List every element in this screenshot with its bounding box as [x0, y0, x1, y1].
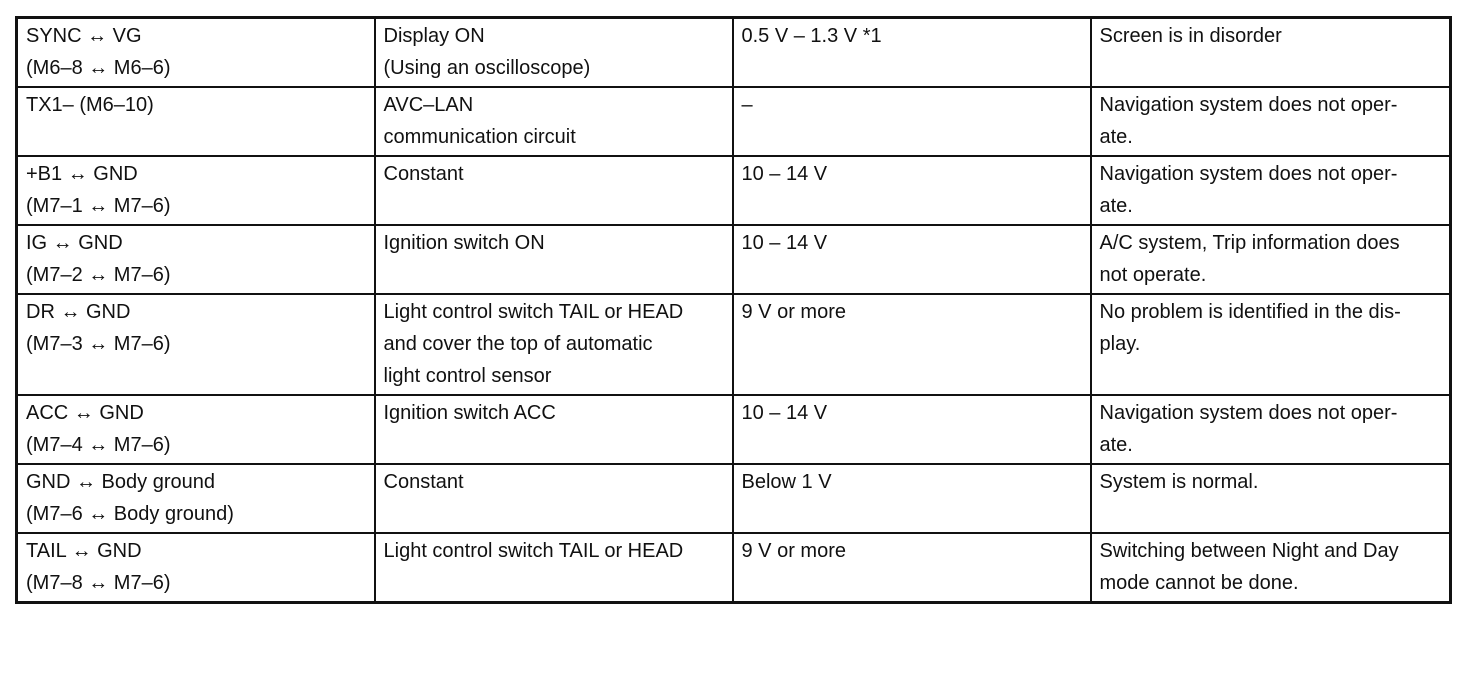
- symptom-cell: No problem is identified in the dis- play.: [1091, 294, 1451, 395]
- condition-cell: Light control switch TAIL or HEAD: [375, 533, 733, 603]
- specified-condition-cell: 10 – 14 V: [733, 395, 1091, 464]
- terminal-cell: +B1 ↔ GND (M7–1 ↔ M7–6): [17, 156, 375, 225]
- specified-condition-cell: 10 – 14 V: [733, 156, 1091, 225]
- condition-cell: Ignition switch ACC: [375, 395, 733, 464]
- table-row: [17, 464, 1451, 533]
- specified-condition-cell: 0.5 V – 1.3 V *1: [733, 18, 1091, 88]
- table-row: [17, 225, 1451, 294]
- table-row: [17, 156, 1451, 225]
- table-row: [17, 294, 1451, 395]
- terminal-cell: SYNC ↔ VG (M6–8 ↔ M6–6): [17, 18, 375, 88]
- terminal-cell: GND ↔ Body ground (M7–6 ↔ Body ground): [17, 464, 375, 533]
- table-row: [17, 18, 1451, 88]
- symptom-cell: Navigation system does not oper- ate.: [1091, 395, 1451, 464]
- terminal-cell: IG ↔ GND (M7–2 ↔ M7–6): [17, 225, 375, 294]
- condition-cell: Display ON (Using an oscilloscope): [375, 18, 733, 88]
- terminal-spec-table: [15, 16, 1452, 604]
- symptom-cell: Screen is in disorder: [1091, 18, 1451, 88]
- terminal-cell: TX1– (M6–10): [17, 87, 375, 156]
- symptom-cell: System is normal.: [1091, 464, 1451, 533]
- condition-cell: Constant: [375, 464, 733, 533]
- table-row: [17, 87, 1451, 156]
- table-row: [17, 533, 1451, 603]
- symptom-cell: Navigation system does not oper- ate.: [1091, 87, 1451, 156]
- condition-cell: Ignition switch ON: [375, 225, 733, 294]
- specified-condition-cell: –: [733, 87, 1091, 156]
- terminal-cell: DR ↔ GND (M7–3 ↔ M7–6): [17, 294, 375, 395]
- condition-cell: Light control switch TAIL or HEAD and cover the top of automatic light control sensor: [375, 294, 733, 395]
- terminal-cell: ACC ↔ GND (M7–4 ↔ M7–6): [17, 395, 375, 464]
- terminal-cell: TAIL ↔ GND (M7–8 ↔ M7–6): [17, 533, 375, 603]
- symptom-cell: Navigation system does not oper- ate.: [1091, 156, 1451, 225]
- specified-condition-cell: 10 – 14 V: [733, 225, 1091, 294]
- symptom-cell: Switching between Night and Day mode cannot be done.: [1091, 533, 1451, 603]
- specified-condition-cell: 9 V or more: [733, 294, 1091, 395]
- table-row: [17, 395, 1451, 464]
- symptom-cell: A/C system, Trip information does not operate.: [1091, 225, 1451, 294]
- specified-condition-cell: Below 1 V: [733, 464, 1091, 533]
- specified-condition-cell: 9 V or more: [733, 533, 1091, 603]
- condition-cell: AVC–LAN communication circuit: [375, 87, 733, 156]
- condition-cell: Constant: [375, 156, 733, 225]
